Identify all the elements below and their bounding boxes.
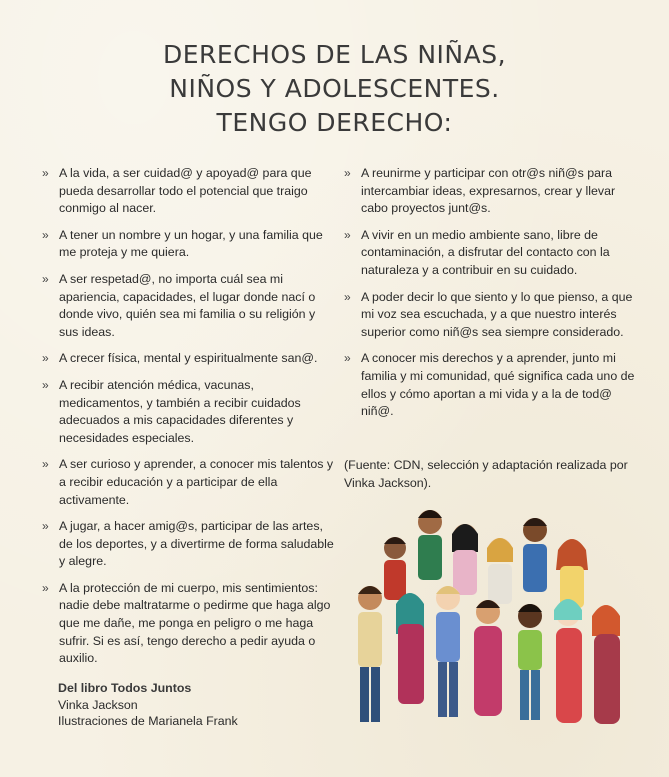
right-text: A crecer física, mental y espiritualmente san@.: [59, 351, 318, 366]
right-text: A recibir atención médica, vacunas, medicamentos, y también a recibir cuidados adecuados a mis capacidades diferentes y necesidades especiales.: [59, 377, 301, 445]
illustrator-credit: Ilustraciones de Marianela Frank: [58, 714, 238, 728]
bullet-icon: »: [42, 271, 49, 286]
bullet-icon: »: [42, 351, 49, 366]
bullet-icon: »: [42, 580, 49, 595]
bullet-icon: »: [344, 351, 351, 366]
right-item: [344, 165, 640, 218]
child-figure: [523, 518, 547, 592]
right-text: A conocer mis derechos y a aprender, junto mi familia y mi comunidad, qué significa cada uno de ellos y cómo aportan a mi vida y a la de tod@ niñ@.: [361, 351, 635, 419]
right-item: [42, 271, 334, 341]
child-figure: [487, 538, 513, 604]
child-figure: [554, 599, 582, 723]
right-item: [42, 580, 334, 668]
right-item: [344, 289, 640, 342]
children-group-illustration: [340, 500, 640, 750]
title-line-1: DERECHOS DE LAS NIÑAS,: [162, 40, 507, 69]
right-text: A reunirme y participar con otr@s niñ@s para intercambiar ideas, expresarnos, crear y llevar cabo proyectos junt@s.: [361, 166, 616, 216]
right-item: [344, 227, 640, 280]
child-figure: [518, 604, 542, 720]
child-figure: [452, 524, 478, 595]
bullet-icon: »: [42, 227, 49, 242]
rights-list-left: [42, 165, 334, 677]
page-title: [0, 38, 669, 140]
title-line-2: NIÑOS Y ADOLESCENTES.: [169, 74, 500, 103]
right-text: A la vida, a ser cuidad@ y apoyad@ para que pueda desarrollar todo el potencial que traigo conmigo al nacer.: [59, 166, 312, 216]
bullet-icon: »: [42, 377, 49, 392]
title-line-3: TENGO DERECHO:: [216, 108, 453, 137]
book-title: Del libro Todos Juntos: [58, 681, 192, 695]
right-text: A vivir en un medio ambiente sano, libre de contaminación, a disfrutar del contacto con la naturaleza y a contribuir en su cuidado.: [361, 227, 610, 277]
right-text: A tener un nombre y un hogar, y una familia que me proteja y me quiera.: [59, 227, 323, 260]
book-credits: [58, 680, 318, 730]
right-text: A poder decir lo que siento y lo que pienso, a que mi voz sea escuchada, y a que nuestro interés superior como niñ@s sea siempre considerado.: [361, 289, 633, 339]
right-text: A jugar, a hacer amig@s, participar de las artes, de los deportes, y a divertirme de forma saludable y alegre.: [59, 519, 334, 569]
right-item: [42, 350, 334, 368]
right-text: A ser curioso y aprender, a conocer mis talentos y a recibir educación y a participar de ella activamente.: [59, 457, 334, 507]
rights-list-right: [344, 165, 640, 430]
right-item: [42, 377, 334, 447]
right-item: [42, 456, 334, 509]
right-item: [42, 165, 334, 218]
bullet-icon: »: [344, 166, 351, 180]
right-text: A ser respetad@, no importa cuál sea mi apariencia, capacidades, el lugar donde nací o donde vivo, quién sea mi familia o su religión y sus ideas.: [59, 271, 316, 339]
right-text: A la protección de mi cuerpo, mis sentimientos: nadie debe maltratarme o pedirme que haga algo que me dañe, me ponga en peligro o me haga sufrir. Si es así, tengo derecho a pedir ayuda o auxilio.: [59, 580, 331, 666]
bullet-icon: »: [42, 166, 49, 180]
bullet-icon: »: [42, 519, 49, 534]
right-item: [42, 518, 334, 571]
child-figure: [358, 586, 382, 722]
right-item: [42, 227, 334, 262]
child-figure: [384, 537, 406, 600]
bullet-icon: »: [344, 227, 351, 242]
author-name: Vinka Jackson: [58, 697, 138, 712]
bullet-icon: »: [344, 289, 351, 304]
child-figure: [436, 586, 460, 717]
child-figure: [474, 600, 502, 716]
child-figure: [592, 605, 620, 724]
right-item: [344, 350, 640, 420]
child-figure: [418, 510, 442, 580]
child-figure: [396, 593, 424, 704]
child-figure: [556, 539, 588, 608]
bullet-icon: »: [42, 457, 49, 472]
source-note: (Fuente: CDN, selección y adaptación realizada por Vinka Jackson).: [344, 458, 628, 490]
